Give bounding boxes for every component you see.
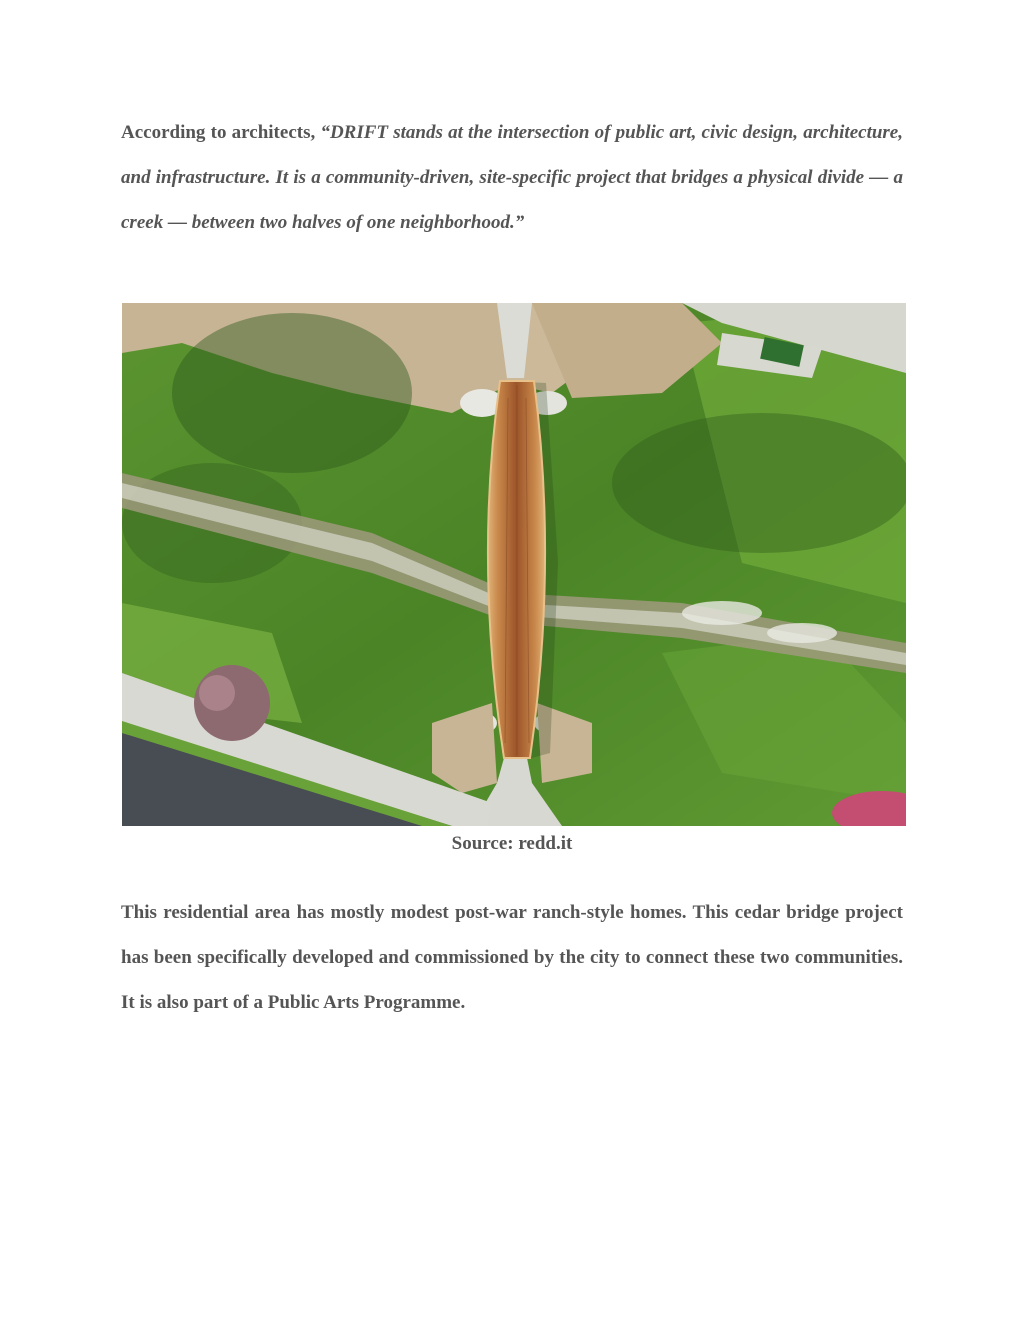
architect-quote: “DRIFT stands at the intersection of public art, civic design, architecture, and infrastructure. It is a community-driven, site-specific project that bridges a physical divide — a creek — between two halves of one neighborhood.” (121, 122, 903, 233)
intro-lead-text: According to architects, (121, 122, 321, 143)
bridge-aerial-photo (122, 303, 906, 826)
intro-paragraph (121, 110, 903, 245)
body-paragraph: This residential area has mostly modest post-war ranch-style homes. This cedar bridge project has been specifically developed and commissioned by the city to connect these two communities. It is also part of a Public Arts Programme. (121, 902, 903, 1013)
image-caption: Source: redd.it (451, 833, 573, 854)
